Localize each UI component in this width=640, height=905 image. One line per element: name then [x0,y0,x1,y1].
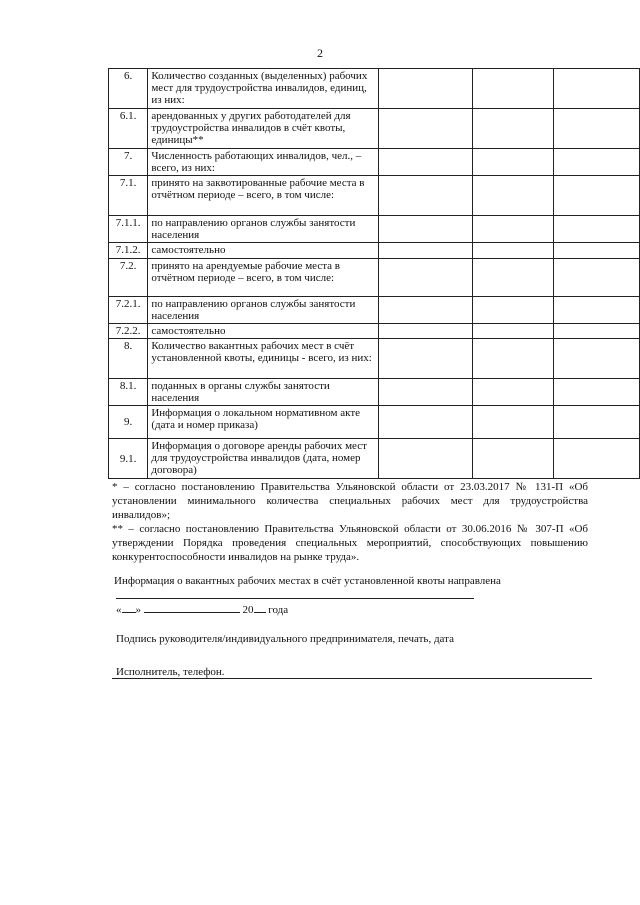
value-cell [553,324,639,339]
value-cell [553,259,639,297]
value-cell [553,69,639,109]
value-cell [472,216,553,243]
value-cell [379,176,473,216]
report-table [108,68,640,479]
value-cell [379,259,473,297]
value-cell [553,243,639,259]
row-description: по направлению органов службы занятости населения [148,216,379,243]
row-number: 6. [109,69,148,109]
table-row [109,379,640,406]
table-row [109,216,640,243]
executor-label: Исполнитель, телефон. [116,666,225,678]
row-number: 7.2.2. [109,324,148,339]
value-cell [472,297,553,324]
value-cell [379,439,473,479]
year-prefix: 20 [242,604,254,616]
footnotes [112,480,588,564]
value-cell [379,216,473,243]
row-number: 7.1.2. [109,243,148,259]
row-description: поданных в органы службы занятости населения [148,379,379,406]
row-description: по направлению органов службы занятости населения [148,297,379,324]
month-blank [144,602,240,613]
value-cell [379,109,473,149]
row-description: Численность работающих инвалидов, чел., – всего, из них: [148,149,379,176]
table-row [109,297,640,324]
value-cell [553,439,639,479]
signature-label: Подпись руководителя/индивидуального предпринимателя, печать, дата [116,633,454,645]
row-number: 7.2. [109,259,148,297]
table-row [109,324,640,339]
table-row [109,406,640,439]
value-cell [553,339,639,379]
page-number: 2 [317,46,323,60]
value-cell [379,243,473,259]
year-word: года [268,604,289,616]
date-line [116,602,288,617]
row-number: 9.1. [109,439,148,479]
value-cell [472,406,553,439]
vacancy-info-text: Информация о вакантных рабочих местах в счёт установленной квоты направлена [114,575,501,587]
footnote-2: ** – согласно постановлению Правительства Ульяновской области от 30.06.2016 № 307-П «Об утверждении Порядка проведения специальных мероприятий, способствующих повышению конкурентоспособности инвалидов на рынке труда». [112,523,588,563]
row-description: Количество вакантных рабочих мест в счёт установленной квоты, единицы - всего, из них: [148,339,379,379]
value-cell [553,176,639,216]
row-description: Информация о договоре аренды рабочих мест для трудоустройства инвалидов (дата, номер договора) [148,439,379,479]
row-number: 6.1. [109,109,148,149]
value-cell [553,406,639,439]
value-cell [553,216,639,243]
value-cell [379,379,473,406]
row-description: Информация о локальном нормативном акте (дата и номер приказа) [148,406,379,439]
value-cell [472,324,553,339]
value-cell [379,149,473,176]
day-blank [122,602,136,613]
footnote-1: * – согласно постановлению Правительства Ульяновской области от 23.03.2017 № 131-П «Об установлении минимального количества специальных рабочих мест для трудоустройства инвалидов»; [112,481,588,521]
value-cell [472,176,553,216]
value-cell [472,243,553,259]
row-number: 9. [109,406,148,439]
table-row [109,176,640,216]
value-cell [472,379,553,406]
row-number: 8.1. [109,379,148,406]
value-cell [379,324,473,339]
row-number: 8. [109,339,148,379]
value-cell [472,109,553,149]
row-description: Количество созданных (выделенных) рабочих мест для трудоустройства инвалидов, единиц, из них: [148,69,379,109]
table-row [109,243,640,259]
value-cell [472,69,553,109]
close-quote: » [135,604,141,616]
value-cell [472,339,553,379]
value-cell [379,297,473,324]
table-row [109,149,640,176]
row-number: 7.2.1. [109,297,148,324]
value-cell [553,109,639,149]
value-cell [379,339,473,379]
year-blank [254,602,266,613]
row-number: 7.1.1. [109,216,148,243]
value-cell [379,406,473,439]
value-cell [472,439,553,479]
table-row [109,339,640,379]
table-row [109,259,640,297]
row-description: принято на арендуемые рабочие места в отчётном периоде – всего, в том числе: [148,259,379,297]
row-number: 7.1. [109,176,148,216]
value-cell [553,297,639,324]
row-description: арендованных у других работодателей для трудоустройства инвалидов в счёт квоты, единицы** [148,109,379,149]
table-row [109,69,640,109]
value-cell [472,259,553,297]
value-cell [472,149,553,176]
row-description: самостоятельно [148,324,379,339]
vacancy-recipient-line [116,598,474,599]
open-quote: « [116,604,122,616]
value-cell [553,379,639,406]
row-description: самостоятельно [148,243,379,259]
row-description: принято на заквотированные рабочие места в отчётном периоде – всего, в том числе: [148,176,379,216]
table-row [109,109,640,149]
row-number: 7. [109,149,148,176]
executor-line [112,678,592,679]
value-cell [379,69,473,109]
table-row [109,439,640,479]
value-cell [553,149,639,176]
